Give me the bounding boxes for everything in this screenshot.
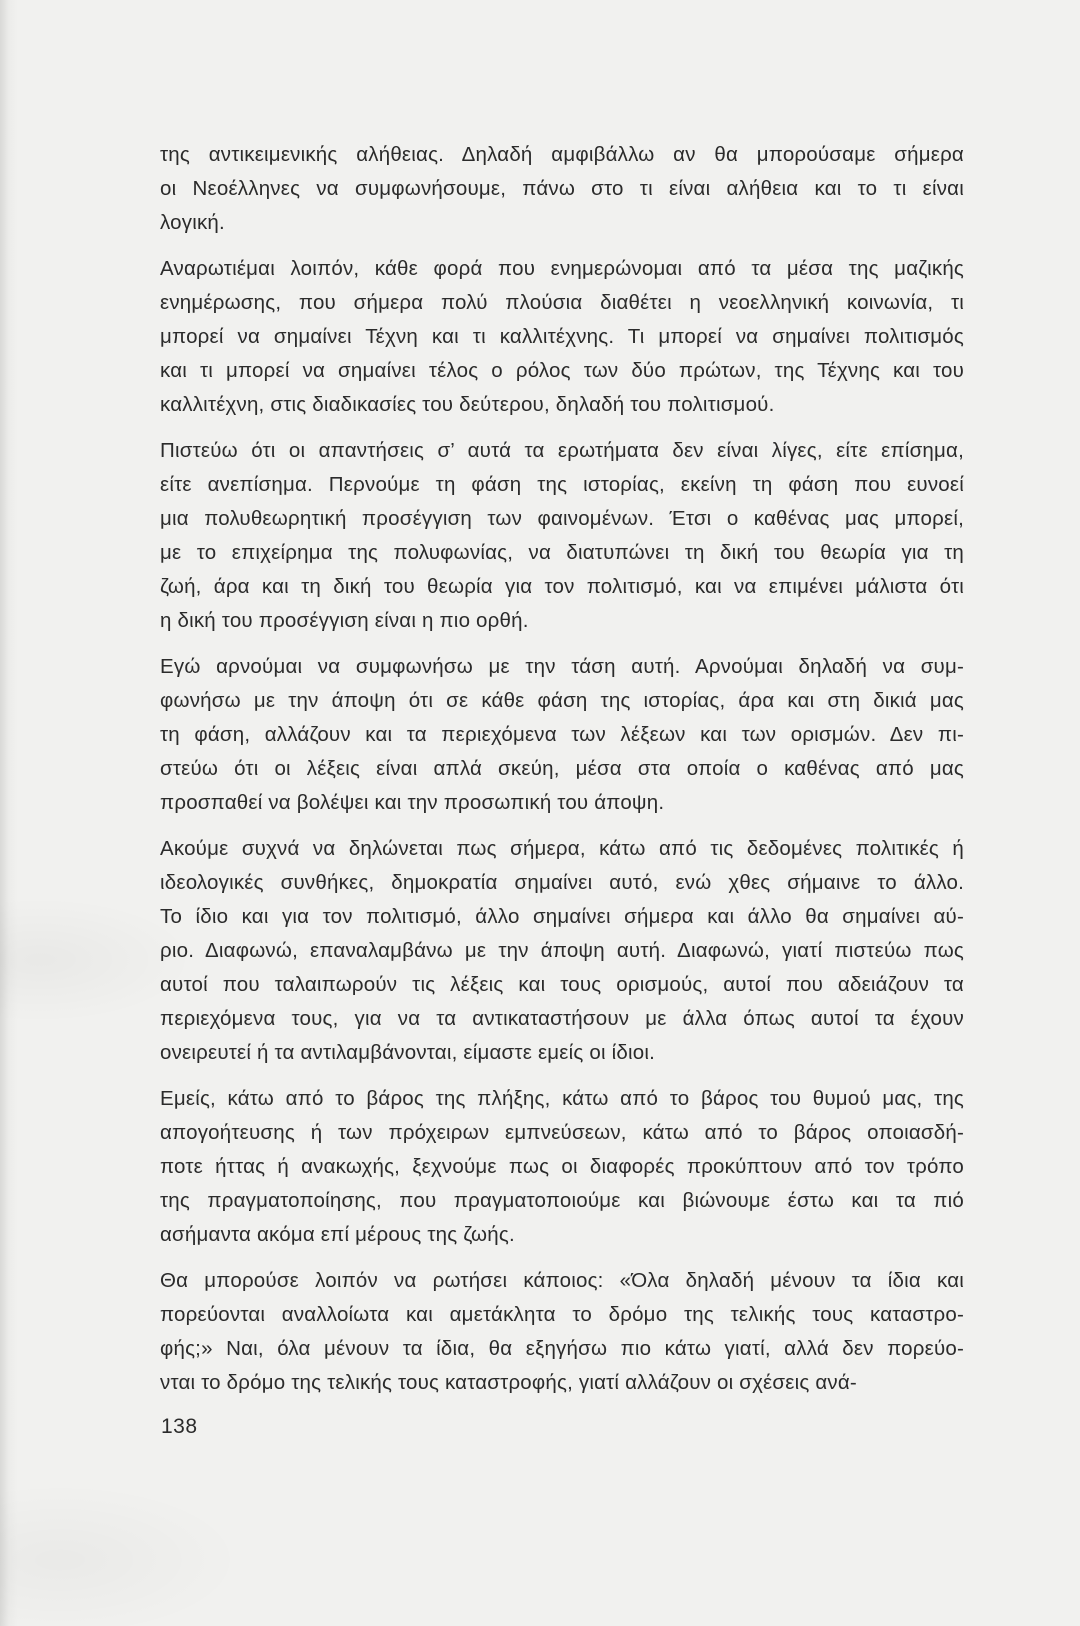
text-line: Εγώ αρνούμαι να συμφωνήσω με την τάση αυτή. Αρνούμαι δηλαδή να συμ- — [160, 655, 964, 678]
text-line: ασήμαντα ακόμα επί μέρους της ζωής. — [160, 1223, 515, 1246]
paragraph — [160, 1264, 964, 1400]
text-line: Ακούμε συχνά να δηλώνεται πως σήμερα, κάτω από τις δεδομένες πολιτικές ή — [160, 837, 964, 860]
text-line: καλλιτέχνη, στις διαδικασίες του δεύτερου, δηλαδή του πολιτισμού. — [160, 393, 775, 416]
text-line: είτε ανεπίσημα. Περνούμε τη φάση της ιστορίας, εκείνη τη φάση που ευνοεί — [160, 473, 964, 496]
text-line: η δική του προσέγγιση είναι η πιο ορθή. — [160, 609, 529, 632]
text-line: νται το δρόμο της τελικής τους καταστροφής, γιατί αλλάζουν οι σχέσεις ανά- — [160, 1371, 857, 1394]
text-line: ποτε ήττας ή ανακωχής, ξεχνούμε πως οι διαφορές προκύπτουν από τον τρόπο — [160, 1155, 964, 1178]
paragraph — [160, 650, 964, 820]
text-line: και τι μπορεί να σημαίνει τέλος ο ρόλος των δύο πρώτων, της Τέχνης και του — [160, 359, 964, 382]
text-line: μια πολυθεωρητική προσέγγιση των φαινομένων. Έτσι ο καθένας μας μπορεί, — [160, 507, 964, 530]
text-line: απογοήτευσης ή των πρόχειρων εμπνεύσεων, κάτω από το βάρος οποιασδή- — [160, 1121, 964, 1144]
text-line: ιδεολογικές συνθήκες, δημοκρατία σημαίνει αυτό, ενώ χθες σήμαινε το άλλο. — [160, 871, 964, 894]
text-line: περιεχόμενα τους, για να τα αντικαταστήσουν με άλλα όπως αυτοί τα έχουν — [160, 1007, 964, 1030]
text-line: της αντικειμενικής αλήθειας. Δηλαδή αμφιβάλλω αν θα μπορούσαμε σήμερα — [160, 143, 964, 166]
paragraph — [160, 1082, 964, 1252]
text-block — [160, 138, 964, 1412]
text-line: λογική. — [160, 211, 225, 234]
page-number: 138 — [161, 1415, 198, 1438]
text-line: μπορεί να σημαίνει Τέχνη και τι καλλιτέχνης. Τι μπορεί να σημαίνει πολιτισμός — [160, 325, 964, 348]
text-line: πορεύονται αναλλοίωτα και αμετάκλητα το δρόμο της τελικής τους καταστρο- — [160, 1303, 964, 1326]
text-line: Το ίδιο και για τον πολιτισμό, άλλο σημαίνει σήμερα και άλλο θα σημαίνει αύ- — [160, 905, 964, 928]
paragraph — [160, 434, 964, 638]
paragraph — [160, 252, 964, 422]
text-line: Αναρωτιέμαι λοιπόν, κάθε φορά που ενημερώνομαι από τα μέσα της μαζικής — [160, 257, 964, 280]
text-line: ονειρευτεί ή τα αντιλαμβάνονται, είμαστε εμείς οι ίδιοι. — [160, 1041, 655, 1064]
text-line: φωνήσω με την άποψη ότι σε κάθε φάση της ιστορίας, άρα και στη δικιά μας — [160, 689, 964, 712]
text-line: τη φάση, αλλάζουν και τα περιεχόμενα των λέξεων και των ορισμών. Δεν πι- — [160, 723, 964, 746]
text-line: φής;» Ναι, όλα μένουν τα ίδια, θα εξηγήσω πιο κάτω γιατί, αλλά δεν πορεύο- — [160, 1337, 964, 1360]
text-line: ζωή, άρα και τη δική του θεωρία για τον πολιτισμό, και να επιμένει μάλιστα ότι — [160, 575, 964, 598]
text-line: στεύω ότι οι λέξεις είναι απλά σκεύη, μέσα στα οποία ο καθένας από μας — [160, 757, 964, 780]
text-line: οι Νεοέλληνες να συμφωνήσουμε, πάνω στο τι είναι αλήθεια και το τι είναι — [160, 177, 964, 200]
text-line: ενημέρωσης, που σήμερα πολύ πλούσια διαθέτει η νεοελληνική κοινωνία, τι — [160, 291, 964, 314]
text-line: Εμείς, κάτω από το βάρος της πλήξης, κάτω από το βάρος του θυμού μας, της — [160, 1087, 964, 1110]
text-line: της πραγματοποίησης, που πραγματοποιούμε και βιώνουμε έστω και τα πιό — [160, 1189, 964, 1212]
text-line: με το επιχείρημα της πολυφωνίας, να διατυπώνει τη δική του θεωρία για τη — [160, 541, 964, 564]
text-line: Πιστεύω ότι οι απαντήσεις σ’ αυτά τα ερωτήματα δεν είναι λίγες, είτε επίσημα, — [160, 439, 964, 462]
paragraph — [160, 832, 964, 1070]
text-line: Θα μπορούσε λοιπόν να ρωτήσει κάποιος: «Όλα δηλαδή μένουν τα ίδια και — [160, 1269, 964, 1292]
text-line: ριο. Διαφωνώ, επαναλαμβάνω με την άποψη αυτή. Διαφωνώ, γιατί πιστεύω πως — [160, 939, 964, 962]
text-line: αυτοί που ταλαιπωρούν τις λέξεις και τους ορισμούς, αυτοί που αδειάζουν τα — [160, 973, 964, 996]
paragraph — [160, 138, 964, 240]
text-line: προσπαθεί να βολέψει και την προσωπική του άποψη. — [160, 791, 665, 814]
